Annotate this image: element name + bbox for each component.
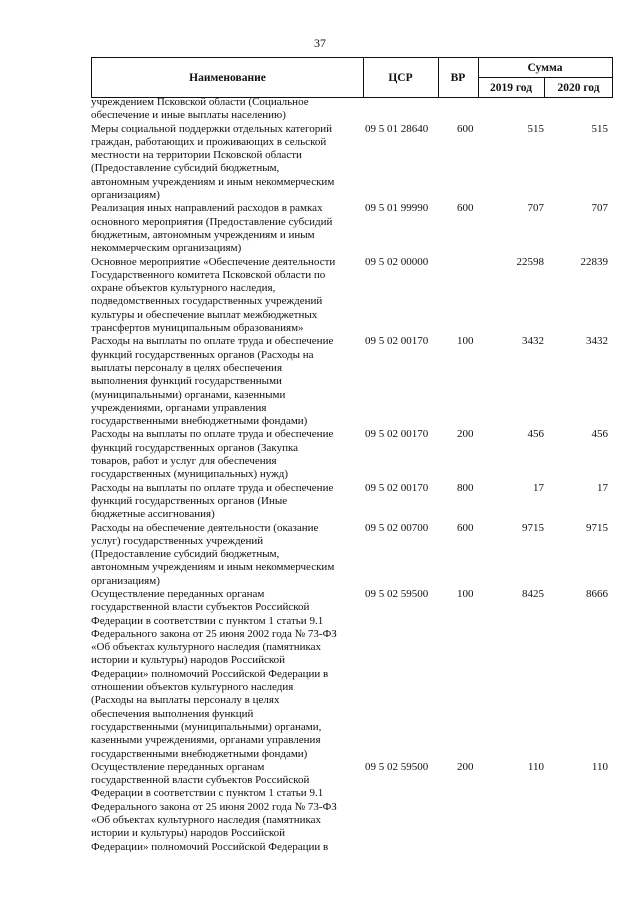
row-vr: 800	[457, 481, 474, 494]
row-csr: 09 5 02 00170	[365, 335, 429, 348]
row-2020: 456	[591, 428, 608, 441]
row-csr: 09 5 01 28640	[365, 122, 429, 135]
row-2020: 9715	[586, 521, 608, 534]
row-2019: 22598	[516, 255, 544, 268]
row-2020: 707	[591, 202, 608, 215]
row-csr: 09 5 02 59500	[365, 587, 429, 600]
table-row	[91, 335, 611, 428]
header-csr: ЦСР	[363, 58, 439, 97]
row-vr	[457, 96, 492, 123]
table-row	[91, 123, 611, 203]
row-2020: 110	[591, 760, 608, 773]
row-vr: 600	[457, 122, 474, 135]
row-vr: 100	[457, 335, 474, 348]
row-vr: 100	[457, 587, 474, 600]
row-2020	[544, 96, 608, 123]
table-row	[91, 761, 611, 854]
row-vr: 600	[457, 202, 474, 215]
row-2019: 707	[527, 202, 544, 215]
row-name: Расходы на обеспечение деятельности (оказание услуг) государственных учреждений (Предоставление субсидий бюджетным, автономным учреждениям и иным некоммерческим организациям)	[91, 521, 335, 587]
row-name: Меры социальной поддержки отдельных категорий граждан, работающих и проживающих в сельской местности на территории Псковской области (Предоставление субсидий бюджетным, автономным учреждениям и иным некоммерческим организациям)	[91, 122, 335, 202]
table-row	[91, 588, 611, 761]
row-vr: 200	[457, 428, 474, 441]
row-2019	[492, 96, 544, 123]
header-year-2020: 2020 год	[557, 81, 600, 94]
row-2019: 17	[533, 481, 544, 494]
row-csr: 09 5 02 59500	[365, 760, 429, 773]
row-csr: 09 5 02 00170	[365, 428, 429, 441]
row-2020: 8666	[586, 587, 608, 600]
row-2019: 515	[527, 122, 544, 135]
table-row	[91, 96, 611, 123]
row-name: Расходы на выплаты по оплате труда и обеспечение функций государственных органов (Иные бюджетные ассигнования)	[91, 481, 334, 521]
row-2020: 22839	[580, 255, 608, 268]
table-row	[91, 428, 611, 481]
table-row	[91, 202, 611, 255]
row-vr: 600	[457, 521, 474, 534]
row-csr: 09 5 01 99990	[365, 202, 429, 215]
row-name: Осуществление переданных органам государственной власти субъектов Российской Федерации в соответствии с пунктом 1 статьи 9.1 Федерального закона от 25 июня 2002 года № 73-ФЗ «Об объектах культурного наследия (памятниках истории и культуры) народов Российской Федерации» полномочий Российской Федерации в	[91, 760, 337, 853]
row-name: Основное мероприятие «Обеспечение деятельности Государственного комитета Псковской области по охране объектов культурного наследия, подведомственных государственных учреждений культуры и обеспечение выплат межбюджетных трансфертов муниципальным образованиям»	[91, 255, 336, 335]
table-row	[91, 256, 611, 336]
header-sum: Сумма	[478, 58, 612, 78]
row-name: Расходы на выплаты по оплате труда и обеспечение функций государственных органов (Закупка товаров, работ и услуг для обеспечения государственных (муниципальных) нужд)	[91, 428, 334, 481]
row-2020: 3432	[586, 335, 608, 348]
row-2020: 17	[597, 481, 608, 494]
row-name: Реализация иных направлений расходов в рамках основного мероприятия (Предоставление субсидий бюджетным, автономным учреждениям и иным некоммерческим организациям)	[91, 202, 333, 255]
row-csr: 09 5 02 00000	[365, 255, 429, 268]
header-vr: ВР	[438, 58, 479, 97]
table-header	[91, 57, 613, 98]
row-2019: 456	[527, 428, 544, 441]
row-2019: 8425	[522, 587, 544, 600]
row-csr	[362, 96, 457, 123]
row-2019: 3432	[522, 335, 544, 348]
row-name: Расходы на выплаты по оплате труда и обеспечение функций государственных органов (Расходы на выплаты персоналу в целях обеспечения выполнения функций государственными (муниципальными) органами, казенными учреждениями, органами управления государственными внебюджетными фондами)	[91, 335, 334, 428]
table-row	[91, 522, 611, 588]
header-name: Наименование	[92, 58, 364, 97]
table-row	[91, 482, 611, 522]
row-2020: 515	[591, 122, 608, 135]
table-body	[91, 96, 611, 854]
row-vr: 200	[457, 760, 474, 773]
row-csr: 09 5 02 00170	[365, 481, 429, 494]
header-year-2019: 2019 год	[478, 78, 545, 97]
row-csr: 09 5 02 00700	[365, 521, 429, 534]
row-name: Осуществление переданных органам государственной власти субъектов Российской Федерации в соответствии с пунктом 1 статьи 9.1 Федерального закона от 25 июня 2002 года № 73-ФЗ «Об объектах культурного наследия (памятниках истории и культуры) народов Российской Федерации» полномочий Российской Федерации в отношении объектов культурного наследия (Расходы на выплаты персоналу в целях обеспечения выполнения функций государственными (муниципальными) органами, казенными учреждениями, органами управления государственными внебюджетными фондами)	[91, 587, 337, 760]
row-2019: 9715	[522, 521, 544, 534]
row-2019: 110	[527, 760, 544, 773]
row-vr	[457, 256, 492, 336]
row-name: учреждением Псковской области (Социальное обеспечение и иные выплаты населению)	[91, 96, 309, 122]
page-number: 37	[314, 36, 326, 50]
